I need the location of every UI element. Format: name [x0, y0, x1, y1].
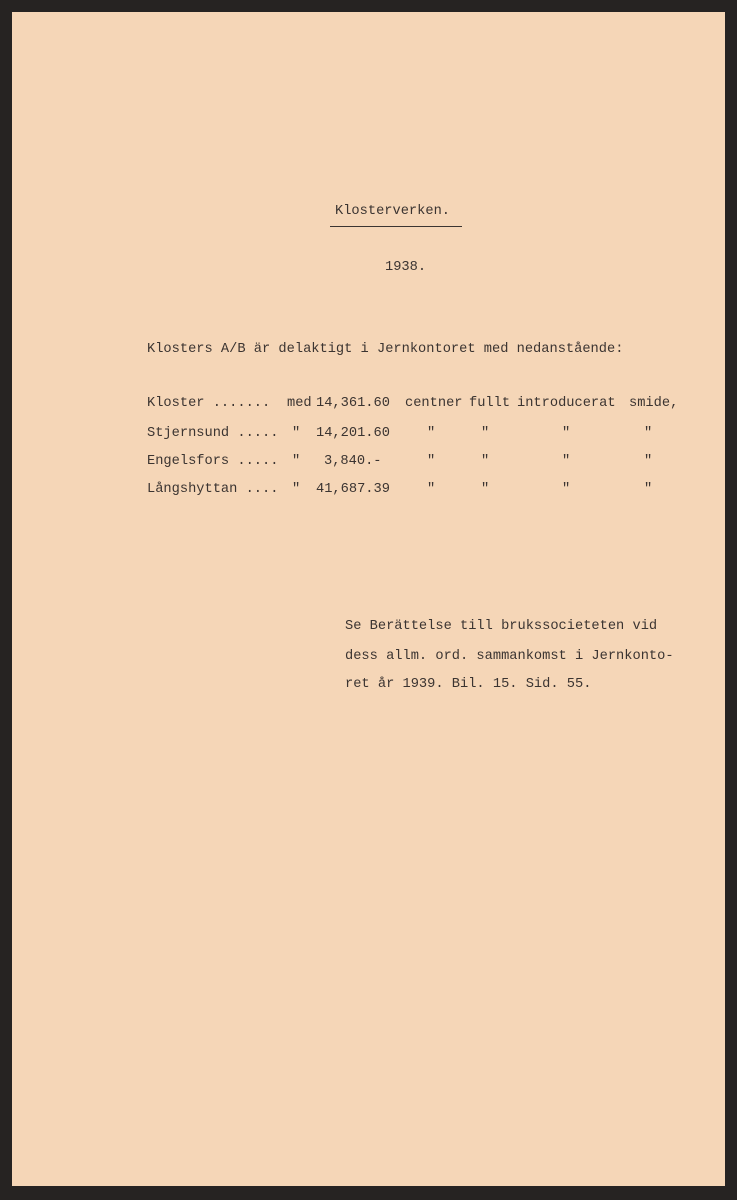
row-col4: smide, — [629, 396, 679, 411]
row-prep: " — [292, 454, 301, 469]
row-col2: " — [481, 426, 490, 441]
row-prep: " — [292, 426, 301, 441]
row-unit: " — [427, 482, 436, 497]
row-col3: " — [562, 454, 571, 469]
row-name: Långshyttan .... — [147, 482, 279, 497]
row-prep: med — [287, 396, 312, 411]
note-line: ret år 1939. Bil. 15. Sid. 55. — [345, 677, 592, 692]
row-unit: " — [427, 454, 436, 469]
row-col4: " — [644, 426, 653, 441]
row-amount: 14,361.60 — [316, 396, 390, 411]
row-amount: 41,687.39 — [316, 482, 390, 497]
title-underline — [330, 226, 462, 227]
intro-text: Klosters A/B är delaktigt i Jernkontoret med nedanstående: — [147, 342, 624, 357]
note-line: dess allm. ord. sammankomst i Jernkonto- — [345, 649, 674, 664]
row-col2: " — [481, 482, 490, 497]
document-page — [12, 12, 725, 1186]
row-name: Engelsfors ..... — [147, 454, 279, 469]
note-line: Se Berättelse till brukssocieteten vid — [345, 619, 658, 634]
row-col3: " — [562, 482, 571, 497]
row-name: Kloster ....... — [147, 396, 271, 411]
row-amount: 3,840.- — [324, 454, 382, 469]
row-col4: " — [644, 482, 653, 497]
row-col3: " — [562, 426, 571, 441]
row-col3: introducerat — [517, 396, 616, 411]
row-amount: 14,201.60 — [316, 426, 390, 441]
row-unit: centner — [405, 396, 463, 411]
row-col2: fullt — [469, 396, 511, 411]
row-unit: " — [427, 426, 436, 441]
row-col2: " — [481, 454, 490, 469]
row-name: Stjernsund ..... — [147, 426, 279, 441]
document-year: 1938. — [385, 260, 427, 275]
document-title: Klosterverken. — [335, 204, 450, 219]
row-prep: " — [292, 482, 301, 497]
row-col4: " — [644, 454, 653, 469]
